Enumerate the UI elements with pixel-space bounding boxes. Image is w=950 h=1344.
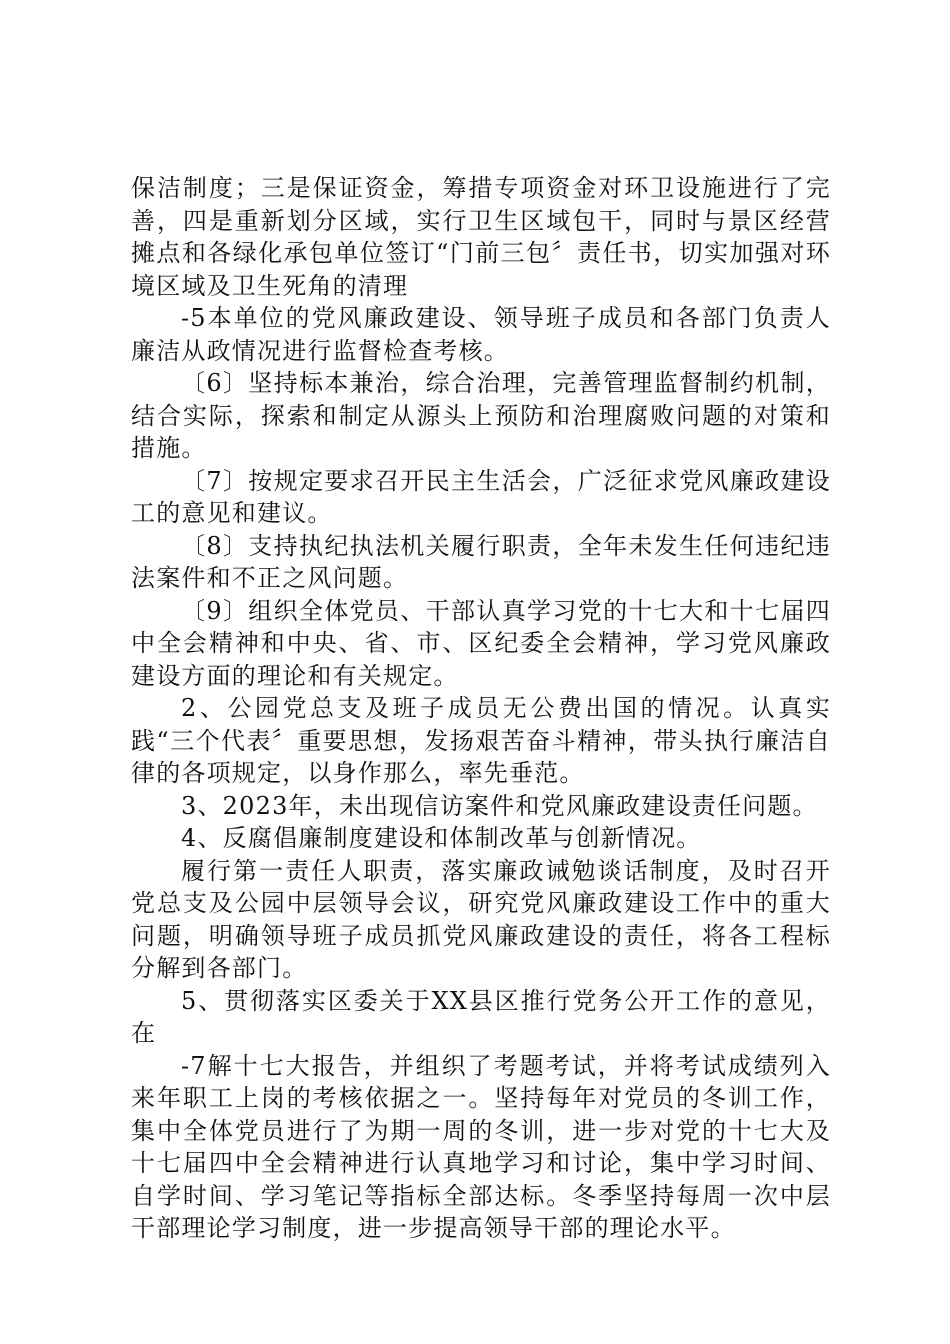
- paragraph-study-report: -7解十七大报告，并组织了考题考试，并将考试成绩列入来年职工上岗的考核依据之一。坚持每年对党员的冬训工作，集中全体党员进行了为期一周的冬训，进一步对党的十七大及十七届四中全会精神进行认真地学习和讨论，集中学习时间、自学时间、学习笔记等指标全部达标。冬季坚持每周一次中层干部理论学习制度，进一步提高领导干部的理论水平。: [131, 1051, 831, 1242]
- paragraph-item-8: 〔8〕支持执纪执法机关履行职责，全年未发生任何违纪违法案件和不正之风问题。: [131, 531, 831, 592]
- paragraph-section-4: 4、反腐倡廉制度建设和体制改革与创新情况。: [181, 824, 702, 852]
- document-body: [131, 172, 831, 1245]
- paragraph-section-2: 2、公园党总支及班子成员无公费出国的情况。认真实践“三个代表〞重要思想，发扬艰苦奋斗精神，带头执行廉洁自律的各项规定，以身作那么，率先垂范。: [131, 694, 831, 787]
- paragraph-section-5: 5、贯彻落实区委关于XX县区推行党务公开工作的意见，在: [131, 986, 831, 1047]
- paragraph-item-7: 〔7〕按规定要求召开民主生活会，广泛征求党风廉政建设工的意见和建议。: [131, 466, 831, 527]
- paragraph-item-9: 〔9〕组织全体党员、干部认真学习党的十七大和十七届四中全会精神和中央、省、市、区纪委全会精神，学习党风廉政建设方面的理论和有关规定。: [131, 596, 831, 690]
- paragraph-section-3: 3、2023年，未出现信访案件和党风廉政建设责任问题。: [181, 791, 818, 820]
- paragraph-item-6: 〔6〕坚持标本兼治，综合治理，完善管理监督制约机制，结合实际，探索和制定从源头上预防和治理腐败问题的对策和措施。: [131, 369, 831, 462]
- paragraph-first-responsibility: 履行第一责任人职责，落实廉政诫勉谈话制度，及时召开党总支及公园中层领导会议，研究党风廉政建设工作中的重大问题，明确领导班子成员抓党风廉政建设的责任，将各工程标分解到各部门。: [131, 856, 831, 982]
- paragraph-item-5: -5本单位的党风廉政建设、领导班子成员和各部门负责人廉洁从政情况进行监督检查考核。: [131, 304, 831, 365]
- paragraph-cleaning-system: 保洁制度；三是保证资金，筹措专项资金对环卫设施进行了完善，四是重新划分区域，实行卫生区域包干，同时与景区经营摊点和各绿化承包单位签订“门前三包〞责任书，切实加强对环境区域及卫生死角的清理: [131, 174, 831, 300]
